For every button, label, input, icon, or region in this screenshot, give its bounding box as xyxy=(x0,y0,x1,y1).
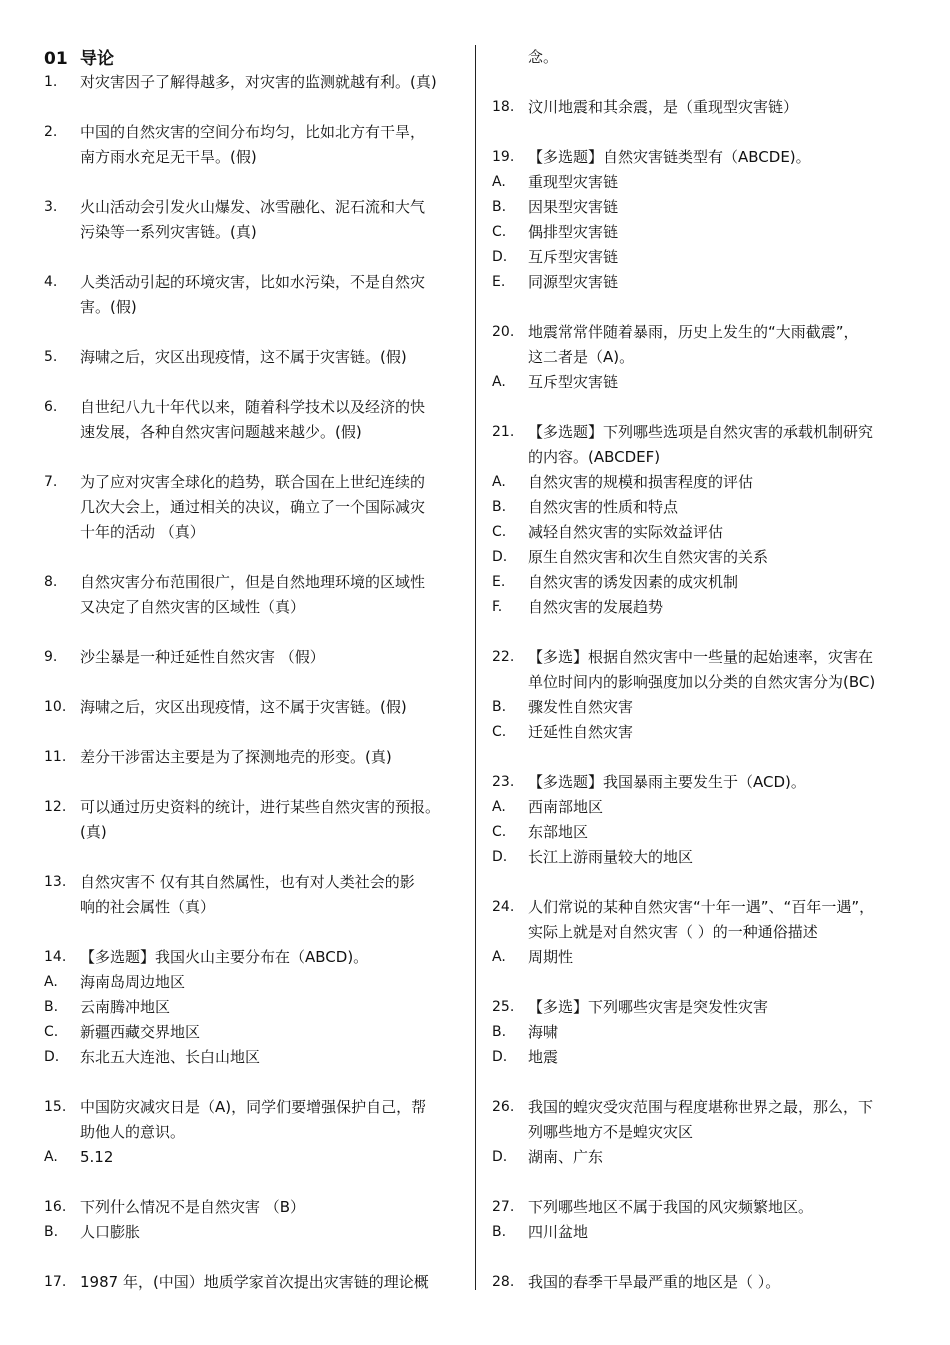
question-line xyxy=(44,495,469,520)
question-line xyxy=(492,320,917,345)
question-number: 16. xyxy=(44,1199,67,1215)
answer-option xyxy=(492,1145,917,1170)
option-letter: D. xyxy=(492,1049,508,1065)
option-letter: C. xyxy=(44,1024,59,1040)
question-text: 【多选题】我国火山主要分布在（ABCD)。 xyxy=(80,948,369,966)
question-text: 的内容。(ABCDEF) xyxy=(528,448,661,466)
question-text: 汶川地震和其余震，是（重现型灾害链） xyxy=(528,98,799,116)
question-line xyxy=(44,695,469,720)
option-text: 新疆西藏交界地区 xyxy=(80,1023,201,1041)
question-item xyxy=(44,645,469,670)
question-number: 8. xyxy=(44,574,58,590)
question-line xyxy=(44,120,469,145)
question-line xyxy=(44,220,469,245)
question-text: 南方雨水充足无干旱。(假) xyxy=(80,148,257,166)
question-text: 可以通过历史资料的统计，进行某些自然灾害的预报。 xyxy=(80,798,441,816)
option-letter: B. xyxy=(492,499,507,515)
question-text: 助他人的意识。 xyxy=(80,1123,186,1141)
answer-option xyxy=(492,1220,917,1245)
question-number: 5. xyxy=(44,349,58,365)
question-text: 中国防灾减灾日是（A)，同学们要增强保护自己，帮 xyxy=(80,1098,427,1116)
question-item xyxy=(492,645,917,745)
question-number: 27. xyxy=(492,1199,515,1215)
option-letter: E. xyxy=(492,574,506,590)
option-letter: D. xyxy=(492,549,508,565)
question-line xyxy=(44,595,469,620)
question-text: 海啸之后，灾区出现疫情，这不属于灾害链。(假) xyxy=(80,348,407,366)
question-line xyxy=(492,770,917,795)
question-line xyxy=(44,820,469,845)
option-text: 长江上游雨量较大的地区 xyxy=(528,848,694,866)
option-text: 原生自然灾害和次生自然灾害的关系 xyxy=(528,548,769,566)
question-number: 1. xyxy=(44,74,58,90)
question-text: 单位时间内的影响强度加以分类的自然灾害分为(BC) xyxy=(528,673,876,691)
answer-option xyxy=(44,1020,469,1045)
question-line xyxy=(44,195,469,220)
question-text: 对灾害因子了解得越多，对灾害的监测就越有利。(真) xyxy=(80,73,437,91)
question-item xyxy=(44,470,469,545)
question-line xyxy=(492,920,917,945)
question-line xyxy=(44,145,469,170)
option-letter: C. xyxy=(492,524,507,540)
question-item xyxy=(492,95,917,120)
answer-option xyxy=(44,1220,469,1245)
question-number: 18. xyxy=(492,99,515,115)
question-text: 实际上就是对自然灾害（ ）的一种通俗描述 xyxy=(528,923,818,941)
question-text: 1987 年，(中国）地质学家首次提出灾害链的理论概 xyxy=(80,1273,429,1291)
option-letter: A. xyxy=(44,974,58,990)
question-item xyxy=(44,1270,469,1295)
question-line xyxy=(44,345,469,370)
answer-option xyxy=(492,845,917,870)
option-letter: C. xyxy=(492,724,507,740)
question-line xyxy=(44,1270,469,1295)
question-number: 11. xyxy=(44,749,67,765)
option-text: 云南腾冲地区 xyxy=(80,998,171,1016)
option-letter: A. xyxy=(492,174,506,190)
question-item xyxy=(492,1195,917,1245)
question-line xyxy=(44,1095,469,1120)
option-text: 减轻自然灾害的实际效益评估 xyxy=(528,523,724,541)
question-item xyxy=(44,345,469,370)
question-text: 污染等一系列灾害链。(真) xyxy=(80,223,257,241)
question-item xyxy=(492,995,917,1070)
question-line xyxy=(44,1195,469,1220)
question-text: 【多选】根据自然灾害中一些量的起始速率，灾害在 xyxy=(528,648,874,666)
option-text: 重现型灾害链 xyxy=(528,173,619,191)
question-line xyxy=(492,420,917,445)
option-text: 湖南、广东 xyxy=(528,1148,604,1166)
option-text: 骤发性自然灾害 xyxy=(528,698,634,716)
question-number: 20. xyxy=(492,324,515,340)
answer-option xyxy=(492,195,917,220)
question-line xyxy=(44,795,469,820)
question-item xyxy=(492,320,917,395)
question-line xyxy=(492,995,917,1020)
question-line xyxy=(44,270,469,295)
question-line xyxy=(44,645,469,670)
option-letter: C. xyxy=(492,824,507,840)
option-text: 自然灾害的规模和损害程度的评估 xyxy=(528,473,754,491)
question-text: 自然灾害分布范围很广，但是自然地理环境的区域性 xyxy=(80,573,426,591)
question-text: 地震常常伴随着暴雨，历史上发生的“大雨截震”， xyxy=(528,323,859,341)
answer-option xyxy=(492,820,917,845)
option-text: 东北五大连池、长白山地区 xyxy=(80,1048,261,1066)
question-text: 响的社会属性（真） xyxy=(80,898,216,916)
answer-option xyxy=(492,370,917,395)
answer-option xyxy=(492,795,917,820)
question-line xyxy=(492,95,917,120)
question-item xyxy=(44,120,469,170)
answer-option xyxy=(492,245,917,270)
question-line xyxy=(44,70,469,95)
question-item xyxy=(44,1095,469,1170)
column-divider xyxy=(475,45,476,1290)
answer-option xyxy=(492,170,917,195)
question-text: 自世纪八九十年代以来，随着科学技术以及经济的快 xyxy=(80,398,426,416)
option-text: 迁延性自然灾害 xyxy=(528,723,634,741)
question-number: 3. xyxy=(44,199,58,215)
answer-option xyxy=(44,1145,469,1170)
option-text: 四川盆地 xyxy=(528,1223,589,1241)
option-letter: A. xyxy=(492,374,506,390)
question-number: 2. xyxy=(44,124,58,140)
question-text: 十年的活动 （真） xyxy=(80,523,205,541)
answer-option xyxy=(492,695,917,720)
question-line xyxy=(492,1270,917,1295)
question-text: 中国的自然灾害的空间分布均匀，比如北方有干旱， xyxy=(80,123,426,141)
question-line xyxy=(44,745,469,770)
question-item xyxy=(492,45,917,70)
question-line xyxy=(44,295,469,320)
question-text: 我国的蝗灾受灾范围与程度堪称世界之最，那么，下 xyxy=(528,1098,874,1116)
question-item xyxy=(44,1195,469,1245)
option-text: 周期性 xyxy=(528,948,574,966)
question-number: 14. xyxy=(44,949,67,965)
question-item xyxy=(44,70,469,95)
option-text: 海啸 xyxy=(528,1023,559,1041)
question-text: 差分干涉雷达主要是为了探测地壳的形变。(真) xyxy=(80,748,392,766)
question-number: 28. xyxy=(492,1274,515,1290)
question-line xyxy=(44,395,469,420)
answer-option xyxy=(492,945,917,970)
question-text: 为了应对灾害全球化的趋势，联合国在上世纪连续的 xyxy=(80,473,426,491)
option-text: 地震 xyxy=(528,1048,559,1066)
section-title: 导论 xyxy=(80,49,114,69)
question-text: 人们常说的某种自然灾害“十年一遇”、“百年一遇”， xyxy=(528,898,875,916)
section-number: 01 xyxy=(44,49,68,69)
option-text: 同源型灾害链 xyxy=(528,273,619,291)
question-item xyxy=(44,395,469,445)
option-text: 因果型灾害链 xyxy=(528,198,619,216)
question-line xyxy=(492,670,917,695)
option-text: 东部地区 xyxy=(528,823,589,841)
answer-option xyxy=(492,520,917,545)
answer-option xyxy=(492,220,917,245)
question-number: 17. xyxy=(44,1274,67,1290)
question-line xyxy=(44,570,469,595)
question-text: 下列哪些地区不属于我国的风灾频繁地区。 xyxy=(528,1198,814,1216)
answer-option xyxy=(492,570,917,595)
option-letter: D. xyxy=(492,249,508,265)
option-text: 西南部地区 xyxy=(528,798,604,816)
question-text: 【多选题】自然灾害链类型有（ABCDE)。 xyxy=(528,148,811,166)
question-item xyxy=(44,270,469,320)
answer-option xyxy=(492,270,917,295)
question-line xyxy=(492,445,917,470)
question-text: 沙尘暴是一种迁延性自然灾害 （假） xyxy=(80,648,325,666)
question-text: 害。(假) xyxy=(80,298,137,316)
question-item xyxy=(44,870,469,920)
question-line xyxy=(492,895,917,920)
option-text: 人口膨胀 xyxy=(80,1223,141,1241)
question-number: 23. xyxy=(492,774,515,790)
question-number: 15. xyxy=(44,1099,67,1115)
option-text: 自然灾害的性质和特点 xyxy=(528,498,679,516)
option-letter: F. xyxy=(492,599,503,615)
question-item xyxy=(492,420,917,620)
option-letter: B. xyxy=(492,199,507,215)
question-line xyxy=(44,945,469,970)
answer-option xyxy=(492,495,917,520)
option-letter: A. xyxy=(44,1149,58,1165)
option-letter: B. xyxy=(44,1224,59,1240)
question-number: 24. xyxy=(492,899,515,915)
option-text: 偶排型灾害链 xyxy=(528,223,619,241)
question-text: 又决定了自然灾害的区域性（真） xyxy=(80,598,306,616)
question-number: 13. xyxy=(44,874,67,890)
question-line xyxy=(44,1120,469,1145)
option-letter: C. xyxy=(492,224,507,240)
section-heading xyxy=(44,44,114,69)
question-number: 26. xyxy=(492,1099,515,1115)
question-text: 列哪些地方不是蝗灾灾区 xyxy=(528,1123,694,1141)
question-number: 9. xyxy=(44,649,58,665)
question-text: 海啸之后，灾区出现疫情，这不属于灾害链。(假) xyxy=(80,698,407,716)
option-text: 互斥型灾害链 xyxy=(528,373,619,391)
question-text: (真) xyxy=(80,823,107,841)
question-text: 【多选】下列哪些灾害是突发性灾害 xyxy=(528,998,769,1016)
question-text: 速发展，各种自然灾害问题越来越少。(假) xyxy=(80,423,362,441)
question-number: 10. xyxy=(44,699,67,715)
answer-option xyxy=(492,1045,917,1070)
option-letter: D. xyxy=(492,1149,508,1165)
question-text: 自然灾害不 仅有其自然属性，也有对人类社会的影 xyxy=(80,873,415,891)
question-text: 人类活动引起的环境灾害，比如水污染，不是自然灾 xyxy=(80,273,426,291)
answer-option xyxy=(44,1045,469,1070)
question-item xyxy=(44,745,469,770)
question-item xyxy=(44,795,469,845)
question-line xyxy=(44,895,469,920)
option-letter: A. xyxy=(492,799,506,815)
option-letter: B. xyxy=(44,999,59,1015)
question-item xyxy=(44,695,469,720)
question-number: 22. xyxy=(492,649,515,665)
question-item xyxy=(492,145,917,295)
question-number: 7. xyxy=(44,474,58,490)
option-letter: B. xyxy=(492,699,507,715)
question-item xyxy=(44,945,469,1070)
option-text: 海南岛周边地区 xyxy=(80,973,186,991)
question-item xyxy=(44,570,469,620)
answer-option xyxy=(492,470,917,495)
question-line xyxy=(492,45,917,70)
question-line xyxy=(44,420,469,445)
answer-option xyxy=(492,595,917,620)
question-number: 4. xyxy=(44,274,58,290)
question-line xyxy=(492,145,917,170)
question-text: 【多选题】下列哪些选项是自然灾害的承载机制研究 xyxy=(528,423,874,441)
question-number: 25. xyxy=(492,999,515,1015)
question-number: 19. xyxy=(492,149,515,165)
answer-option xyxy=(492,720,917,745)
question-text: 下列什么情况不是自然灾害 （B） xyxy=(80,1198,306,1216)
question-item xyxy=(44,195,469,245)
question-line xyxy=(492,645,917,670)
answer-option xyxy=(44,970,469,995)
answer-option xyxy=(492,545,917,570)
option-text: 自然灾害的诱发因素的成灾机制 xyxy=(528,573,739,591)
question-item xyxy=(492,1095,917,1170)
question-item xyxy=(492,1270,917,1295)
option-letter: E. xyxy=(492,274,506,290)
question-item xyxy=(492,895,917,970)
question-text: 几次大会上，通过相关的决议，确立了一个国际减灾 xyxy=(80,498,426,516)
option-text: 5.12 xyxy=(80,1148,114,1166)
question-text: 火山活动会引发火山爆发、冰雪融化、泥石流和大气 xyxy=(80,198,426,216)
question-text: 【多选题】我国暴雨主要发生于（ACD)。 xyxy=(528,773,806,791)
answer-option xyxy=(44,995,469,1020)
question-line xyxy=(44,470,469,495)
option-letter: B. xyxy=(492,1024,507,1040)
option-letter: D. xyxy=(492,849,508,865)
question-line xyxy=(44,870,469,895)
option-letter: A. xyxy=(492,474,506,490)
option-text: 自然灾害的发展趋势 xyxy=(528,598,664,616)
question-line xyxy=(44,520,469,545)
option-letter: A. xyxy=(492,949,506,965)
question-text: 念。 xyxy=(528,48,559,66)
question-line xyxy=(492,1120,917,1145)
question-line xyxy=(492,345,917,370)
question-number: 6. xyxy=(44,399,58,415)
question-item xyxy=(492,770,917,870)
option-text: 互斥型灾害链 xyxy=(528,248,619,266)
question-line xyxy=(492,1195,917,1220)
question-line xyxy=(492,1095,917,1120)
question-text: 我国的春季干旱最严重的地区是（ ）。 xyxy=(528,1273,781,1291)
option-letter: D. xyxy=(44,1049,60,1065)
answer-option xyxy=(492,1020,917,1045)
question-text: 这二者是（A)。 xyxy=(528,348,635,366)
option-letter: B. xyxy=(492,1224,507,1240)
question-number: 21. xyxy=(492,424,515,440)
question-number: 12. xyxy=(44,799,67,815)
